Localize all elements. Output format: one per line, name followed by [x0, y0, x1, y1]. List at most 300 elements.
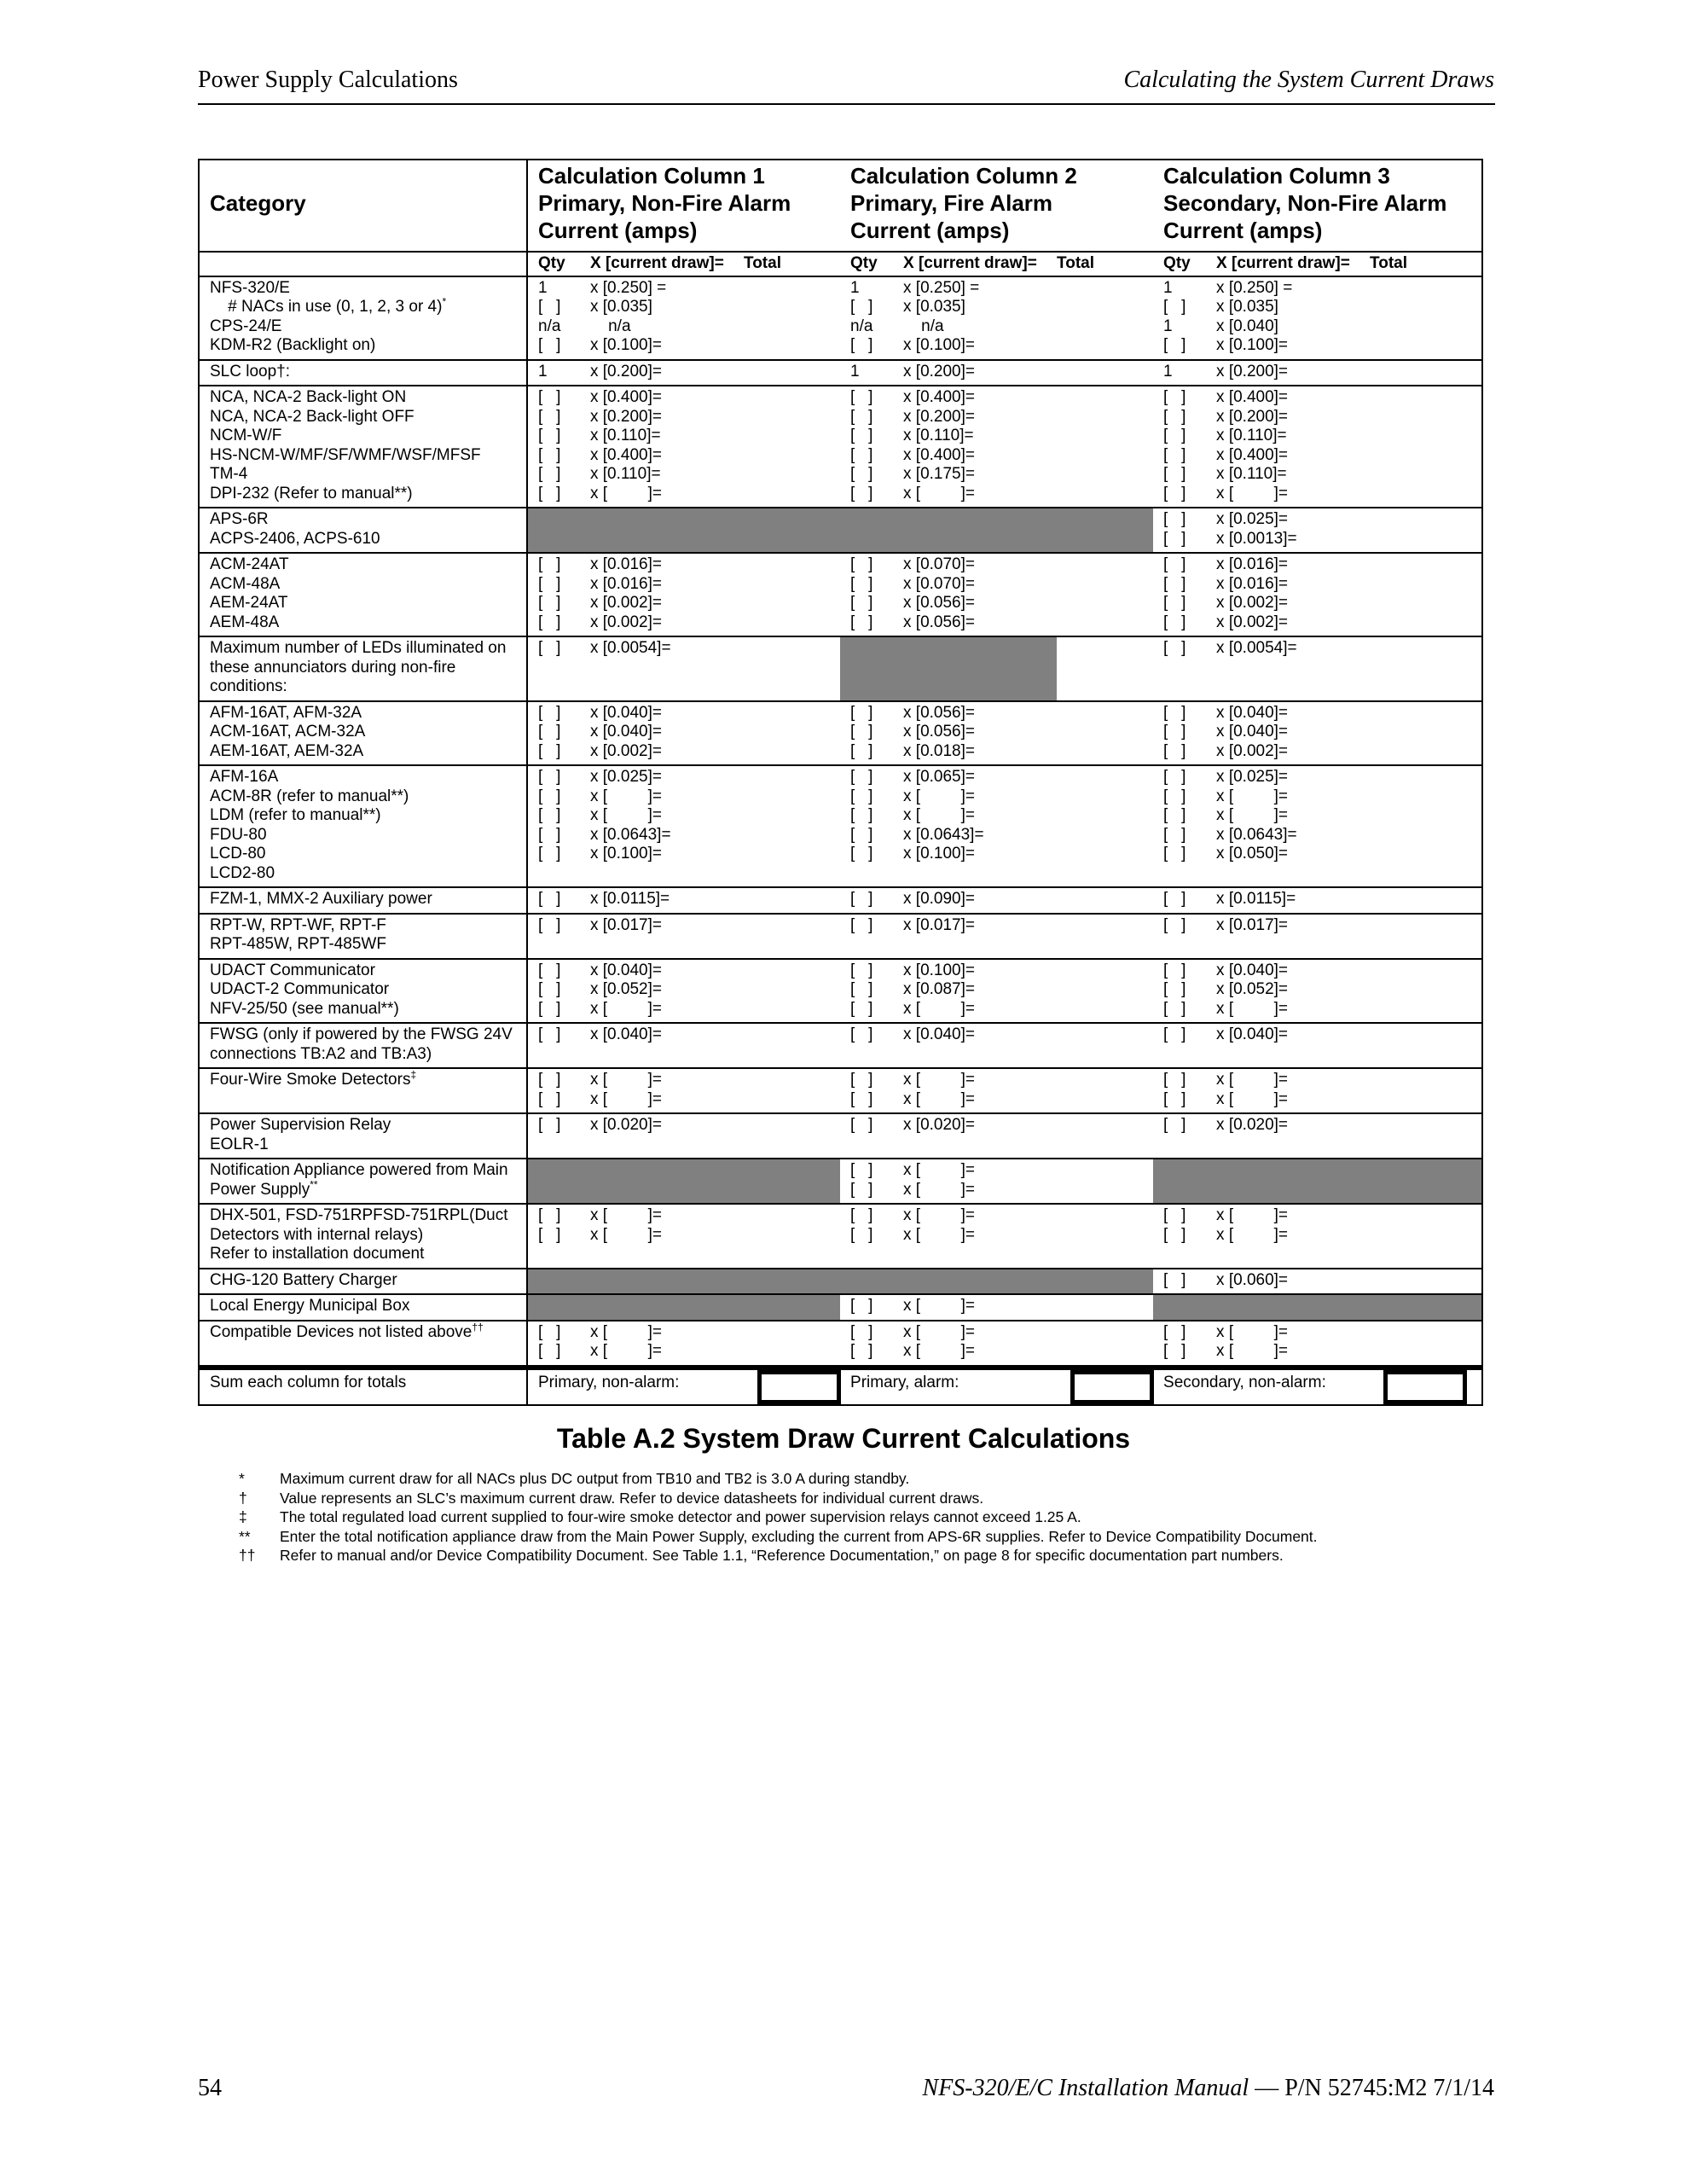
draw-value: x [0.200]=	[590, 362, 662, 380]
qty-value[interactable]: [ ]	[538, 961, 561, 979]
qty-value[interactable]: [ ]	[538, 388, 561, 406]
qty-value[interactable]: [ ]	[850, 723, 873, 741]
total-cell[interactable]	[1057, 1204, 1153, 1269]
total-cell[interactable]	[744, 701, 840, 766]
qty-value[interactable]: [ ]	[1163, 465, 1186, 483]
qty-value[interactable]: [ ]	[1163, 980, 1186, 998]
draw-value: x [ ]=	[1216, 1225, 1288, 1244]
qty-value[interactable]: [ ]	[538, 787, 561, 805]
qty-value[interactable]: [ ]	[538, 1071, 561, 1089]
qty-value[interactable]: [ ]	[850, 1116, 873, 1134]
draw-value: x [0.016]=	[1216, 574, 1289, 593]
draw-value: x [0.040]=	[1216, 723, 1289, 741]
qty-value[interactable]: [ ]	[1163, 510, 1186, 528]
sum-total-cell[interactable]	[744, 1368, 840, 1405]
qty-cell	[527, 553, 590, 636]
qty-value[interactable]: [ ]	[850, 594, 873, 612]
total-cell[interactable]	[744, 636, 840, 701]
qty-value[interactable]: [ ]	[538, 639, 561, 657]
total-cell[interactable]	[1370, 360, 1482, 386]
total-cell[interactable]	[1057, 1321, 1153, 1368]
qty-value[interactable]: [ ]	[1163, 1206, 1186, 1224]
qty-value[interactable]: [ ]	[1163, 787, 1186, 805]
total-cell[interactable]	[1370, 914, 1482, 959]
total-cell[interactable]	[744, 386, 840, 508]
category-line: NFS-320/E	[210, 278, 290, 297]
draw-cell	[903, 1204, 1057, 1269]
qty-value[interactable]: n/a	[850, 317, 873, 335]
draw-value: x [0.002]=	[1216, 741, 1289, 760]
column-header-3	[1153, 160, 1482, 252]
table-row	[199, 959, 1482, 1024]
total-cell[interactable]	[1370, 959, 1482, 1024]
total-cell[interactable]	[744, 360, 840, 386]
draw-value: x [0.0643]=	[590, 825, 671, 844]
draw-value: x [ ]=	[903, 1342, 975, 1360]
total-cell[interactable]	[1370, 1113, 1482, 1159]
qty-value[interactable]: [ ]	[850, 1180, 873, 1199]
sum-column-label: Primary, alarm:	[840, 1368, 1057, 1405]
total-cell[interactable]	[1370, 701, 1482, 766]
total-cell[interactable]	[744, 959, 840, 1024]
qty-cell	[840, 553, 903, 636]
table-row	[199, 636, 1482, 701]
draw-value: x [ ]=	[903, 806, 975, 824]
draw-value: x [0.056]=	[903, 703, 975, 722]
sum-total-cell[interactable]	[1057, 1368, 1153, 1405]
category-line: Compatible Devices not listed above††	[210, 1321, 484, 1341]
qty-value[interactable]: [ ]	[850, 613, 873, 631]
draw-value: x [ ]=	[903, 1089, 975, 1108]
qty-value[interactable]: [ ]	[850, 845, 873, 863]
qty-value[interactable]: [ ]	[1163, 961, 1186, 979]
qty-value[interactable]: [ ]	[850, 1206, 873, 1224]
qty-cell	[1153, 360, 1216, 386]
draw-value: x [0.250] =	[1216, 278, 1293, 297]
draw-value: x [ ]=	[590, 484, 662, 502]
draw-value: x [ ]=	[903, 484, 975, 502]
total-cell[interactable]	[1057, 386, 1153, 508]
qty-value[interactable]: [ ]	[538, 1116, 561, 1134]
table-row	[199, 765, 1482, 887]
total-cell[interactable]	[1370, 1068, 1482, 1113]
column-header-line: Current (amps)	[850, 218, 1010, 243]
total-cell[interactable]	[1057, 887, 1153, 914]
qty-value[interactable]: [ ]	[1163, 484, 1186, 502]
qty-value[interactable]: [ ]	[1163, 703, 1186, 722]
draw-cell	[903, 553, 1057, 636]
qty-value[interactable]: [ ]	[1163, 574, 1186, 593]
total-cell[interactable]	[1370, 1023, 1482, 1068]
sum-column-label: Primary, non-alarm:	[527, 1368, 744, 1405]
qty-value[interactable]: [ ]	[1163, 1270, 1186, 1289]
total-cell[interactable]	[744, 1113, 840, 1159]
qty-value[interactable]: [ ]	[850, 1089, 873, 1108]
footnote	[239, 1469, 1318, 1489]
draw-value: x [0.250] =	[590, 278, 667, 297]
qty-value[interactable]: [ ]	[538, 1206, 561, 1224]
category-line: AFM-16A	[210, 768, 279, 786]
draw-value: x [0.040]=	[590, 961, 662, 979]
total-cell[interactable]	[1057, 360, 1153, 386]
category-line: CPS-24/E	[210, 317, 282, 335]
draw-value: x [0.400]=	[1216, 445, 1289, 464]
qty-value[interactable]: [ ]	[538, 594, 561, 612]
qty-value[interactable]: [ ]	[1163, 1071, 1186, 1089]
qty-value[interactable]: [ ]	[850, 574, 873, 593]
qty-value[interactable]: [ ]	[850, 768, 873, 786]
total-cell[interactable]	[744, 914, 840, 959]
category-cell	[199, 1023, 527, 1068]
qty-value[interactable]: [ ]	[538, 445, 561, 464]
draw-value: x [0.016]=	[590, 555, 662, 573]
draw-value: x [ ]=	[1216, 1322, 1288, 1341]
qty-cell	[840, 276, 903, 360]
category-line: ACM-16AT, ACM-32A	[210, 723, 366, 741]
sum-column-label: Secondary, non-alarm:	[1153, 1368, 1370, 1405]
qty-value[interactable]: [ ]	[1163, 723, 1186, 741]
qty-value[interactable]: 1	[850, 362, 860, 380]
draw-value: x [ ]=	[1216, 787, 1288, 805]
footnote-mark: **	[310, 1178, 318, 1191]
qty-value[interactable]: [ ]	[1163, 999, 1186, 1018]
draw-value: x [0.100]=	[590, 336, 662, 354]
total-cell[interactable]	[744, 887, 840, 914]
qty-value[interactable]: [ ]	[538, 1089, 561, 1108]
qty-value[interactable]: [ ]	[850, 1342, 873, 1360]
category-line: ACM-48A	[210, 574, 281, 593]
footer-manual-ref	[923, 2075, 1494, 2102]
qty-value[interactable]: [ ]	[850, 298, 873, 316]
qty-value[interactable]: [ ]	[538, 890, 561, 908]
category-line: AEM-48A	[210, 613, 280, 631]
qty-value[interactable]: [ ]	[1163, 427, 1186, 444]
qty-cell	[840, 765, 903, 887]
qty-value[interactable]: [ ]	[538, 1025, 561, 1043]
qty-value[interactable]: [ ]	[1163, 1225, 1186, 1244]
qty-value[interactable]: [ ]	[1163, 890, 1186, 908]
draw-cell	[903, 386, 1057, 508]
qty-value[interactable]: [ ]	[850, 1161, 873, 1179]
qty-value[interactable]: [ ]	[538, 574, 561, 593]
draw-value: x [0.040]	[1216, 317, 1278, 335]
qty-value[interactable]: [ ]	[850, 806, 873, 824]
category-subheader-blank	[199, 252, 527, 276]
qty-value[interactable]: [ ]	[538, 427, 561, 444]
draw-cell	[903, 1023, 1057, 1068]
table-row	[199, 508, 1482, 553]
draw-value: x [0.040]=	[1216, 961, 1289, 979]
category-cell	[199, 553, 527, 636]
qty-value[interactable]: [ ]	[850, 703, 873, 722]
footnote-symbol: †	[239, 1489, 247, 1507]
total-cell[interactable]	[1057, 276, 1153, 360]
category-cell	[199, 914, 527, 959]
qty-value[interactable]: [ ]	[538, 741, 561, 760]
total-cell[interactable]	[1370, 1269, 1482, 1295]
total-cell[interactable]	[1370, 765, 1482, 887]
qty-value[interactable]: [ ]	[1163, 407, 1186, 426]
total-cell[interactable]	[1057, 959, 1153, 1024]
category-cell	[199, 887, 527, 914]
qty-value[interactable]: [ ]	[1163, 825, 1186, 844]
qty-value[interactable]: [ ]	[1163, 445, 1186, 464]
total-cell[interactable]	[744, 553, 840, 636]
qty-value[interactable]: [ ]	[850, 890, 873, 908]
category-line: NCM-W/F	[210, 427, 282, 444]
qty-value[interactable]: 1	[1163, 278, 1173, 297]
qty-value[interactable]: [ ]	[850, 427, 873, 444]
draw-value: x [0.040]=	[590, 1025, 662, 1043]
qty-value[interactable]: 1	[1163, 362, 1173, 380]
total-cell[interactable]	[1057, 701, 1153, 766]
qty-value[interactable]: [ ]	[538, 336, 561, 354]
draw-value: x [ ]=	[903, 1206, 975, 1224]
qty-value[interactable]: [ ]	[1163, 768, 1186, 786]
qty-value[interactable]: [ ]	[850, 465, 873, 483]
qty-value[interactable]: [ ]	[850, 1025, 873, 1043]
qty-value[interactable]: 1	[1163, 317, 1173, 335]
qty-value[interactable]: [ ]	[538, 1225, 561, 1244]
qty-value[interactable]: [ ]	[850, 915, 873, 934]
qty-value[interactable]: [ ]	[850, 741, 873, 760]
qty-cell	[840, 701, 903, 766]
qty-value[interactable]: [ ]	[850, 445, 873, 464]
total-cell[interactable]	[744, 1321, 840, 1368]
draw-cell	[1216, 553, 1370, 636]
draw-value: x [ ]=	[903, 1297, 975, 1315]
draw-value: x [0.200]=	[903, 362, 975, 380]
draw-value: x [ ]=	[590, 1206, 662, 1224]
qty-value[interactable]: [ ]	[1163, 639, 1186, 657]
draw-cell	[903, 1321, 1057, 1368]
qty-value[interactable]: [ ]	[850, 825, 873, 844]
table-row	[199, 1321, 1482, 1368]
qty-value[interactable]: [ ]	[538, 484, 561, 502]
qty-value[interactable]: 1	[850, 278, 860, 297]
draw-value: x [0.040]=	[1216, 703, 1289, 722]
qty-cell	[527, 1113, 590, 1159]
qty-value[interactable]: [ ]	[850, 555, 873, 573]
total-cell[interactable]	[744, 765, 840, 887]
qty-value[interactable]: [ ]	[538, 845, 561, 863]
qty-value[interactable]: [ ]	[1163, 298, 1186, 316]
total-cell[interactable]	[1057, 914, 1153, 959]
sum-total-box[interactable]	[757, 1370, 841, 1404]
draw-value: x [0.060]=	[1216, 1270, 1289, 1289]
draw-value: x [0.110]=	[590, 465, 661, 483]
qty-value[interactable]: [ ]	[850, 1225, 873, 1244]
footnote-text: Refer to manual and/or Device Compatibility Document. See Table 1.1, “Reference Documentation,” on page 8 for specific documentation part numbers.	[280, 1547, 1284, 1564]
category-line: AEM-24AT	[210, 594, 288, 612]
qty-value[interactable]: [ ]	[1163, 845, 1186, 863]
qty-value[interactable]: 1	[538, 362, 548, 380]
qty-value[interactable]: [ ]	[1163, 915, 1186, 934]
qty-value[interactable]: [ ]	[538, 298, 561, 316]
qty-value[interactable]: [ ]	[1163, 388, 1186, 406]
draw-value: x [ ]=	[590, 1342, 662, 1360]
qty-value[interactable]: n/a	[538, 317, 561, 335]
draw-value: x [0.0054]=	[1216, 639, 1297, 657]
draw-cell	[590, 765, 744, 887]
total-cell[interactable]	[1370, 636, 1482, 701]
qty-cell	[1153, 887, 1216, 914]
sum-total-box[interactable]	[1070, 1370, 1154, 1404]
qty-value[interactable]: [ ]	[850, 980, 873, 998]
total-cell[interactable]	[1370, 1321, 1482, 1368]
total-cell[interactable]	[1057, 1068, 1153, 1113]
qty-value[interactable]: [ ]	[850, 484, 873, 502]
qty-value[interactable]: [ ]	[538, 825, 561, 844]
qty-value[interactable]: [ ]	[1163, 336, 1186, 354]
draw-value: x [ ]=	[1216, 1071, 1288, 1089]
qty-value[interactable]: [ ]	[1163, 1322, 1186, 1341]
qty-value[interactable]: [ ]	[538, 703, 561, 722]
qty-value[interactable]: [ ]	[1163, 1025, 1186, 1043]
qty-value[interactable]: [ ]	[538, 465, 561, 483]
sum-total-cell[interactable]	[1370, 1368, 1482, 1405]
qty-value[interactable]: [ ]	[538, 555, 561, 573]
draw-value: x [ ]=	[590, 1322, 662, 1341]
total-cell[interactable]	[744, 1204, 840, 1269]
shaded-cell	[840, 508, 1153, 553]
qty-value[interactable]: [ ]	[1163, 741, 1186, 760]
page-number: 54	[198, 2075, 222, 2101]
qty-value[interactable]: [ ]	[1163, 1342, 1186, 1360]
column-header-2	[840, 160, 1153, 252]
qty-value[interactable]: [ ]	[538, 915, 561, 934]
draw-value: x [0.035]	[590, 298, 652, 316]
qty-value[interactable]: [ ]	[1163, 529, 1186, 548]
qty-cell	[527, 1023, 590, 1068]
qty-cell	[1153, 1023, 1216, 1068]
total-cell[interactable]	[1057, 1294, 1153, 1321]
draw-value: x [0.002]=	[590, 613, 662, 631]
draw-cell	[903, 701, 1057, 766]
total-cell[interactable]	[1370, 386, 1482, 508]
qty-value[interactable]: [ ]	[850, 336, 873, 354]
total-cell[interactable]	[1057, 553, 1153, 636]
draw-cell	[1216, 386, 1370, 508]
qty-cell	[527, 636, 590, 701]
total-cell[interactable]	[1370, 1204, 1482, 1269]
table-row	[199, 276, 1482, 360]
draw-header: X [current draw]=	[1216, 252, 1370, 276]
qty-value[interactable]: [ ]	[538, 806, 561, 824]
draw-value: x [ ]=	[903, 1071, 975, 1089]
category-line: AEM-16AT, AEM-32A	[210, 741, 364, 760]
draw-cell	[590, 1023, 744, 1068]
qty-cell	[1153, 553, 1216, 636]
draw-cell	[1216, 959, 1370, 1024]
qty-value[interactable]: [ ]	[850, 1322, 873, 1341]
total-header: Total	[1057, 252, 1153, 276]
draw-value: x [0.0643]=	[1216, 825, 1297, 844]
qty-value[interactable]: [ ]	[850, 961, 873, 979]
draw-value: x [ ]=	[1216, 1206, 1288, 1224]
total-header: Total	[744, 252, 840, 276]
total-cell[interactable]	[744, 276, 840, 360]
total-cell[interactable]	[1370, 887, 1482, 914]
qty-value[interactable]: [ ]	[538, 980, 561, 998]
qty-value[interactable]: [ ]	[538, 613, 561, 631]
qty-value[interactable]: [ ]	[538, 723, 561, 741]
category-cell	[199, 386, 527, 508]
draw-value: x [0.250] =	[903, 278, 980, 297]
column-header-line: Current (amps)	[538, 218, 698, 243]
qty-value[interactable]: 1	[538, 278, 548, 297]
total-cell[interactable]	[1370, 508, 1482, 553]
qty-cell	[840, 1321, 903, 1368]
draw-cell	[1216, 1204, 1370, 1269]
draw-cell	[590, 386, 744, 508]
shaded-cell	[1153, 1294, 1482, 1321]
sum-total-box[interactable]	[1383, 1370, 1467, 1404]
footnote-symbol: *	[239, 1470, 245, 1487]
qty-cell	[527, 386, 590, 508]
draw-value: x [0.017]=	[590, 915, 662, 934]
category-cell	[199, 1068, 527, 1113]
total-cell[interactable]	[1057, 765, 1153, 887]
category-line: FDU-80	[210, 825, 267, 844]
qty-value[interactable]: [ ]	[850, 407, 873, 426]
total-cell[interactable]	[1370, 276, 1482, 360]
qty-value[interactable]: [ ]	[850, 388, 873, 406]
draw-cell	[903, 276, 1057, 360]
qty-value[interactable]: [ ]	[538, 999, 561, 1018]
qty-value[interactable]: [ ]	[1163, 1089, 1186, 1108]
qty-value[interactable]: [ ]	[538, 1322, 561, 1341]
qty-value[interactable]: [ ]	[1163, 1116, 1186, 1134]
total-cell[interactable]	[1057, 1113, 1153, 1159]
qty-cell	[527, 914, 590, 959]
qty-cell	[840, 1023, 903, 1068]
qty-value[interactable]: [ ]	[538, 1342, 561, 1360]
category-line: conditions:	[210, 677, 287, 695]
qty-cell	[1153, 914, 1216, 959]
qty-value[interactable]: [ ]	[850, 1071, 873, 1089]
qty-value[interactable]: [ ]	[1163, 806, 1186, 824]
total-cell[interactable]	[1057, 1159, 1153, 1204]
qty-cell	[840, 1068, 903, 1113]
draw-cell	[1216, 508, 1370, 553]
total-cell[interactable]	[744, 1068, 840, 1113]
table-row	[199, 1294, 1482, 1321]
qty-value[interactable]: [ ]	[538, 407, 561, 426]
qty-value[interactable]: [ ]	[1163, 613, 1186, 631]
footnote-symbol: ††	[239, 1547, 256, 1564]
category-line: connections TB:A2 and TB:A3)	[210, 1044, 432, 1063]
qty-value[interactable]: [ ]	[538, 768, 561, 786]
draw-value: x [0.025]=	[590, 768, 662, 786]
total-cell[interactable]	[744, 1023, 840, 1068]
shaded-cell	[527, 1159, 840, 1204]
draw-cell	[590, 887, 744, 914]
qty-value[interactable]: [ ]	[850, 787, 873, 805]
qty-header: Qty	[1153, 252, 1216, 276]
total-cell[interactable]	[1057, 1023, 1153, 1068]
qty-value[interactable]: [ ]	[850, 999, 873, 1018]
qty-value[interactable]: [ ]	[1163, 555, 1186, 573]
footnote-symbol: **	[239, 1527, 251, 1545]
qty-value[interactable]: [ ]	[850, 1297, 873, 1315]
draw-value: x [ ]=	[903, 1180, 975, 1199]
total-cell[interactable]	[1370, 553, 1482, 636]
draw-value: x [0.400]=	[903, 445, 975, 464]
qty-cell	[527, 887, 590, 914]
footnote	[239, 1546, 1318, 1565]
qty-value[interactable]: [ ]	[1163, 594, 1186, 612]
